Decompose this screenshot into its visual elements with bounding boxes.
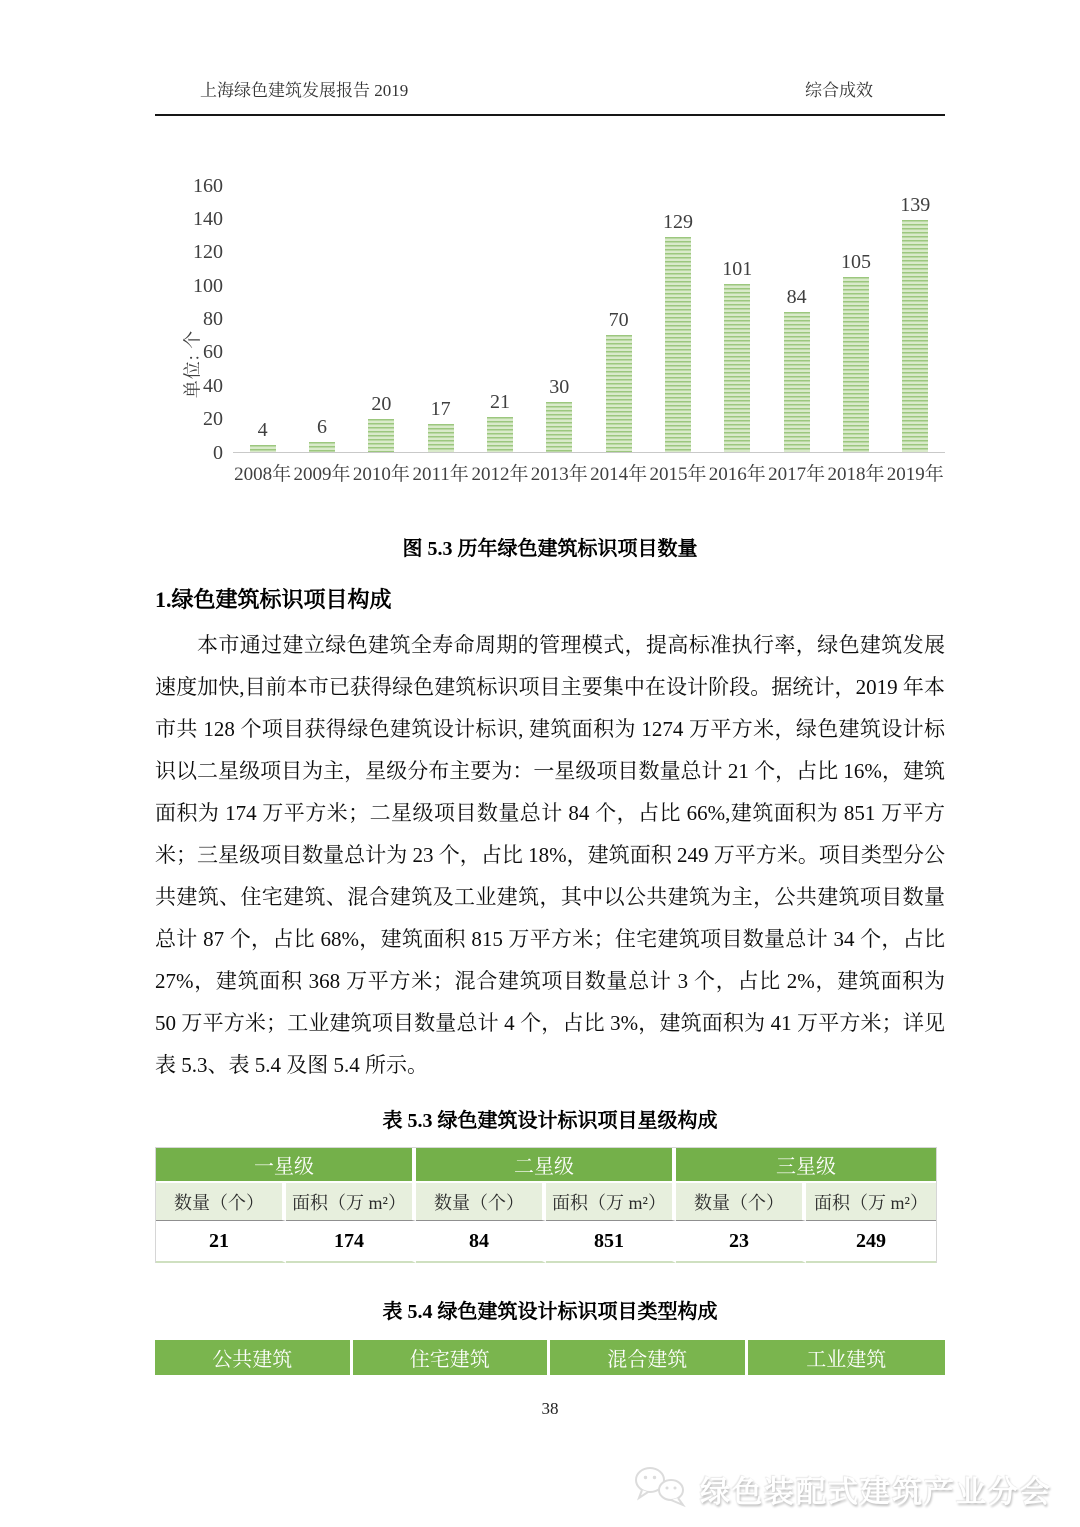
bar-value-label: 70	[608, 309, 629, 332]
table-header-cell: 一星级	[156, 1148, 416, 1181]
x-tick-label: 2016年	[708, 464, 766, 485]
table-subheader-cell: 数量（个）	[156, 1183, 286, 1221]
bar-chart	[155, 174, 945, 486]
table53-subheader-row	[156, 1183, 936, 1221]
bar-value-label: 20	[371, 392, 392, 415]
table-subheader-cell: 面积（万 m²）	[546, 1183, 676, 1221]
table-value-cell: 21	[156, 1221, 286, 1263]
x-tick-label: 2019年	[886, 464, 944, 485]
bar-value-label: 101	[722, 257, 753, 280]
table-subheader-cell: 面积（万 m²）	[806, 1183, 936, 1221]
x-axis-labels	[233, 459, 945, 486]
bar	[784, 312, 810, 452]
body-paragraph: 本市通过建立绿色建筑全寿命周期的管理模式，提高标准执行率，绿色建筑发展速度加快,目前本市已获得绿色建筑标识项目主要集中在设计阶段。据统计，2019 年本市共 128 个项目获得绿色建筑设计标识, 建筑面积为 1274 万平方米，绿色建筑设计标识以二星级项目为主，星级分布主要为：一星级项目数量总计 21 个，占比 16%，建筑面积为 174 万平方米；二星级项目数量总计 84 个，占比 66%,建筑面积为 851 万平方米；三星级项目数量总计为 23 个，占比 18%，建筑面积 249 万平方米。项目类型分公共建筑、住宅建筑、混合建筑及工业建筑，其中以公共建筑为主，公共建筑项目数量总计 87 个，占比 68%，建筑面积 815 万平方米；住宅建筑项目数量总计 34 个，占比 27%，建筑面积 368 万平方米；混合建筑项目数量总计 3 个，占比 2%，建筑面积为 50 万平方米；工业建筑项目数量总计 4 个，占比 3%，建筑面积为 41 万平方米；详见表 5.3、表 5.4 及图 5.4 所示。	[155, 633, 945, 1077]
x-tick-label: 2017年	[768, 464, 826, 485]
section-heading: 1.绿色建筑标识项目构成	[155, 587, 392, 612]
bar-value-label: 105	[840, 250, 871, 273]
table-value-cell: 174	[286, 1221, 416, 1263]
bar	[546, 402, 572, 452]
bar-group	[589, 309, 648, 452]
page-header	[155, 76, 945, 101]
y-axis-title-text: 单位: 个	[182, 329, 203, 399]
table-value-cell: 851	[546, 1221, 676, 1263]
table-value-cell: 249	[806, 1221, 936, 1263]
chart-plot	[233, 186, 945, 453]
table-value-cell: 23	[676, 1221, 806, 1263]
bar-value-label: 139	[900, 194, 931, 216]
x-tick-label: 2012年	[471, 464, 529, 485]
chart-plot-row	[187, 174, 945, 464]
table-header-cell: 住宅建筑	[353, 1340, 551, 1375]
bar-group	[886, 194, 945, 452]
watermark-text: 绿色装配式建筑产业分会	[700, 1475, 1052, 1509]
x-tick-label: 2013年	[530, 464, 588, 485]
bar	[250, 445, 276, 452]
bar	[665, 237, 691, 452]
bar-group	[470, 391, 529, 452]
bar	[428, 424, 454, 452]
x-tick-label: 2010年	[352, 464, 410, 485]
bar-group	[648, 211, 707, 452]
bar-value-label: 21	[489, 391, 510, 413]
bar-group	[767, 286, 826, 452]
table53-caption: 表 5.3 绿色建筑设计标识项目星级构成	[382, 1110, 718, 1132]
bar	[606, 335, 632, 452]
y-axis-title	[155, 186, 203, 486]
table-header-cell: 二星级	[416, 1148, 676, 1181]
table-subheader-cell: 面积（万 m²）	[286, 1183, 416, 1221]
bar-value-label: 4	[257, 419, 268, 442]
header-divider	[155, 114, 945, 116]
bar-group	[708, 258, 767, 453]
figure-caption: 图 5.3 历年绿色建筑标识项目数量	[402, 538, 698, 560]
bar-value-label: 30	[549, 375, 570, 398]
bar	[902, 220, 928, 452]
header-report-title: 上海绿色建筑发展报告 2019	[200, 81, 409, 100]
bar-group	[411, 398, 470, 452]
y-axis-ticks: 160 140 120 100 80 60 40 20 0	[193, 174, 223, 464]
header-section-title: 综合成效	[805, 81, 873, 100]
bar-value-label: 6	[316, 416, 327, 438]
bar-group	[826, 251, 885, 452]
x-tick-label: 2014年	[590, 464, 648, 485]
watermark	[632, 1464, 1052, 1513]
bar-group	[292, 416, 351, 452]
table53-group-header-row	[156, 1148, 936, 1181]
table-value-cell: 84	[416, 1221, 546, 1263]
wechat-logo-icon	[632, 1464, 690, 1513]
table53-value-row	[156, 1221, 936, 1263]
table-header-cell: 三星级	[676, 1148, 936, 1181]
table-header-cell: 工业建筑	[748, 1340, 946, 1375]
chart-main	[187, 174, 945, 486]
bar	[724, 284, 750, 453]
table-header-cell: 公共建筑	[155, 1340, 353, 1375]
x-tick-label: 2011年	[412, 464, 469, 485]
x-tick-label: 2009年	[293, 464, 351, 485]
bar	[843, 277, 869, 452]
bar	[309, 442, 335, 452]
bar-group	[352, 393, 411, 452]
bar-value-label: 84	[786, 285, 807, 308]
bar-value-label: 17	[430, 397, 451, 420]
bar	[368, 419, 394, 452]
bar-value-label: 129	[662, 210, 693, 233]
table-subheader-cell: 数量（个）	[416, 1183, 546, 1221]
page-content	[155, 0, 945, 1419]
x-tick-label: 2015年	[649, 464, 707, 485]
table-subheader-cell: 数量（个）	[676, 1183, 806, 1221]
table-header-cell: 混合建筑	[550, 1340, 748, 1375]
table-star-levels	[155, 1147, 937, 1263]
x-tick-label: 2018年	[827, 464, 885, 485]
x-tick-label: 2008年	[234, 464, 292, 485]
page-number: 38	[541, 1399, 559, 1418]
bar	[487, 417, 513, 452]
bar-group	[233, 419, 292, 452]
table-building-types	[155, 1340, 945, 1375]
bar-group	[530, 376, 589, 452]
table54-caption: 表 5.4 绿色建筑设计标识项目类型构成	[382, 1301, 718, 1323]
